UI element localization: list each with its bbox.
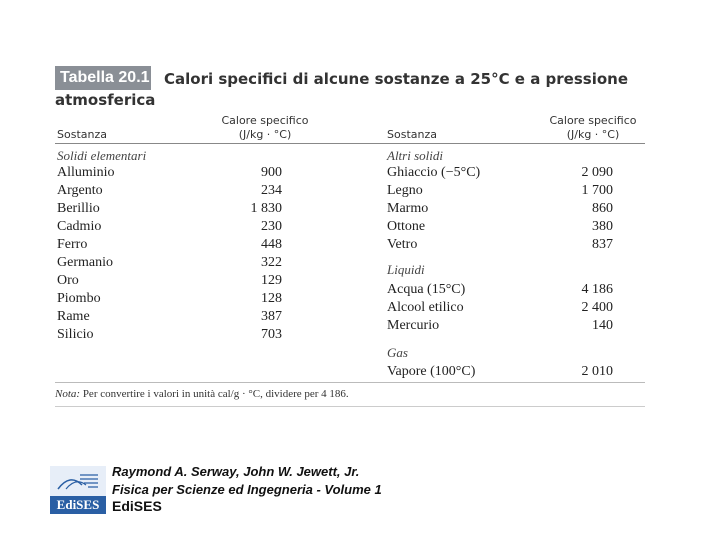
specific-heat-value: 140 — [592, 318, 613, 333]
footer-rule — [55, 382, 645, 383]
substance-name: Ottone — [387, 219, 426, 234]
table-row — [57, 272, 282, 290]
substance-name: Vetro — [387, 237, 418, 252]
header-rule — [55, 143, 645, 144]
table-row — [57, 218, 282, 236]
specific-heat-value: 387 — [261, 309, 282, 324]
header-left-value-line1: Calore specifico — [221, 114, 309, 127]
bottom-rule — [55, 406, 645, 407]
table-row — [57, 164, 282, 182]
specific-heat-value: 2 400 — [581, 300, 613, 315]
substance-name: Mercurio — [387, 318, 440, 333]
header-left-substance: Sostanza — [57, 128, 107, 141]
specific-heat-value: 380 — [592, 219, 613, 234]
substance-name: Argento — [57, 183, 103, 198]
specific-heat-value: 448 — [261, 237, 282, 252]
header-right-value-line1: Calore specifico — [549, 114, 637, 127]
specific-heat-value: 4 186 — [581, 282, 613, 297]
table-title: Calori specifici di alcune sostanze a 25°C e a pressione — [164, 70, 629, 88]
table-row — [387, 317, 613, 335]
substance-name: Marmo — [387, 201, 429, 216]
table-row — [387, 299, 613, 317]
specific-heat-value: 2 090 — [581, 165, 613, 180]
substance-name: Ghiaccio (−5°C) — [387, 165, 481, 180]
logo-wordmark: EdiSES — [56, 497, 100, 512]
specific-heat-value: 837 — [592, 237, 613, 252]
table-row — [387, 182, 613, 200]
substance-name: Vapore (100°C) — [387, 364, 476, 379]
specific-heat-value: 129 — [261, 273, 282, 288]
section-liquidi: Liquidi — [387, 262, 425, 277]
substance-name: Piombo — [57, 291, 101, 306]
table-title-continued: atmosferica — [55, 91, 156, 109]
table-row — [57, 236, 282, 254]
specific-heat-value: 2 010 — [581, 364, 613, 379]
substance-name: Rame — [57, 309, 90, 324]
edises-logo — [50, 466, 106, 514]
substance-name: Alluminio — [57, 165, 115, 180]
substance-name: Legno — [387, 183, 423, 198]
substance-name: Oro — [57, 273, 79, 288]
substance-name: Ferro — [57, 237, 88, 252]
substance-name: Silicio — [57, 327, 94, 342]
header-left-value-line2: (J/kg · °C) — [238, 128, 292, 141]
header-right-value-line2: (J/kg · °C) — [566, 128, 620, 141]
table-row — [387, 236, 613, 254]
header-right-substance: Sostanza — [387, 128, 437, 141]
table-row — [387, 200, 613, 218]
substance-name: Berillio — [57, 201, 100, 216]
table-row — [57, 254, 282, 272]
table-row — [387, 164, 613, 182]
specific-heat-value: 322 — [261, 255, 282, 270]
table-row — [57, 182, 282, 200]
book-title: Fisica per Scienze ed Ingegneria - Volume 1 — [112, 482, 382, 497]
specific-heat-value: 900 — [261, 165, 282, 180]
specific-heat-table — [55, 112, 645, 412]
section-solidi-elementari: Solidi elementari — [57, 148, 147, 163]
note-text: Per convertire i valori in unità cal/g · °C, dividere per 4 186. — [82, 388, 349, 400]
table-row — [57, 308, 282, 326]
logo-emblem — [50, 466, 106, 496]
book-lines-icon — [56, 471, 100, 491]
substance-name: Germanio — [57, 255, 113, 270]
table-row — [387, 363, 613, 381]
substance-name: Cadmio — [57, 219, 102, 234]
publisher-name: EdiSES — [112, 498, 162, 514]
specific-heat-value: 230 — [261, 219, 282, 234]
section-gas: Gas — [387, 345, 408, 360]
specific-heat-value: 1 700 — [581, 183, 613, 198]
table-row — [387, 218, 613, 236]
table-note — [55, 388, 349, 400]
table-number-badge: Tabella 20.1 — [55, 66, 151, 90]
table-row — [57, 326, 282, 344]
section-altri-solidi: Altri solidi — [387, 148, 443, 163]
note-label: Nota: — [55, 388, 81, 400]
table-row — [387, 281, 613, 299]
specific-heat-value: 703 — [261, 327, 282, 342]
substance-name: Alcool etilico — [387, 300, 464, 315]
specific-heat-value: 1 830 — [250, 201, 282, 216]
table-row — [57, 200, 282, 218]
table-row — [57, 290, 282, 308]
specific-heat-value: 128 — [261, 291, 282, 306]
substance-name: Acqua (15°C) — [387, 282, 466, 297]
book-authors: Raymond A. Serway, John W. Jewett, Jr. — [112, 464, 360, 479]
specific-heat-value: 234 — [261, 183, 282, 198]
specific-heat-value: 860 — [592, 201, 613, 216]
